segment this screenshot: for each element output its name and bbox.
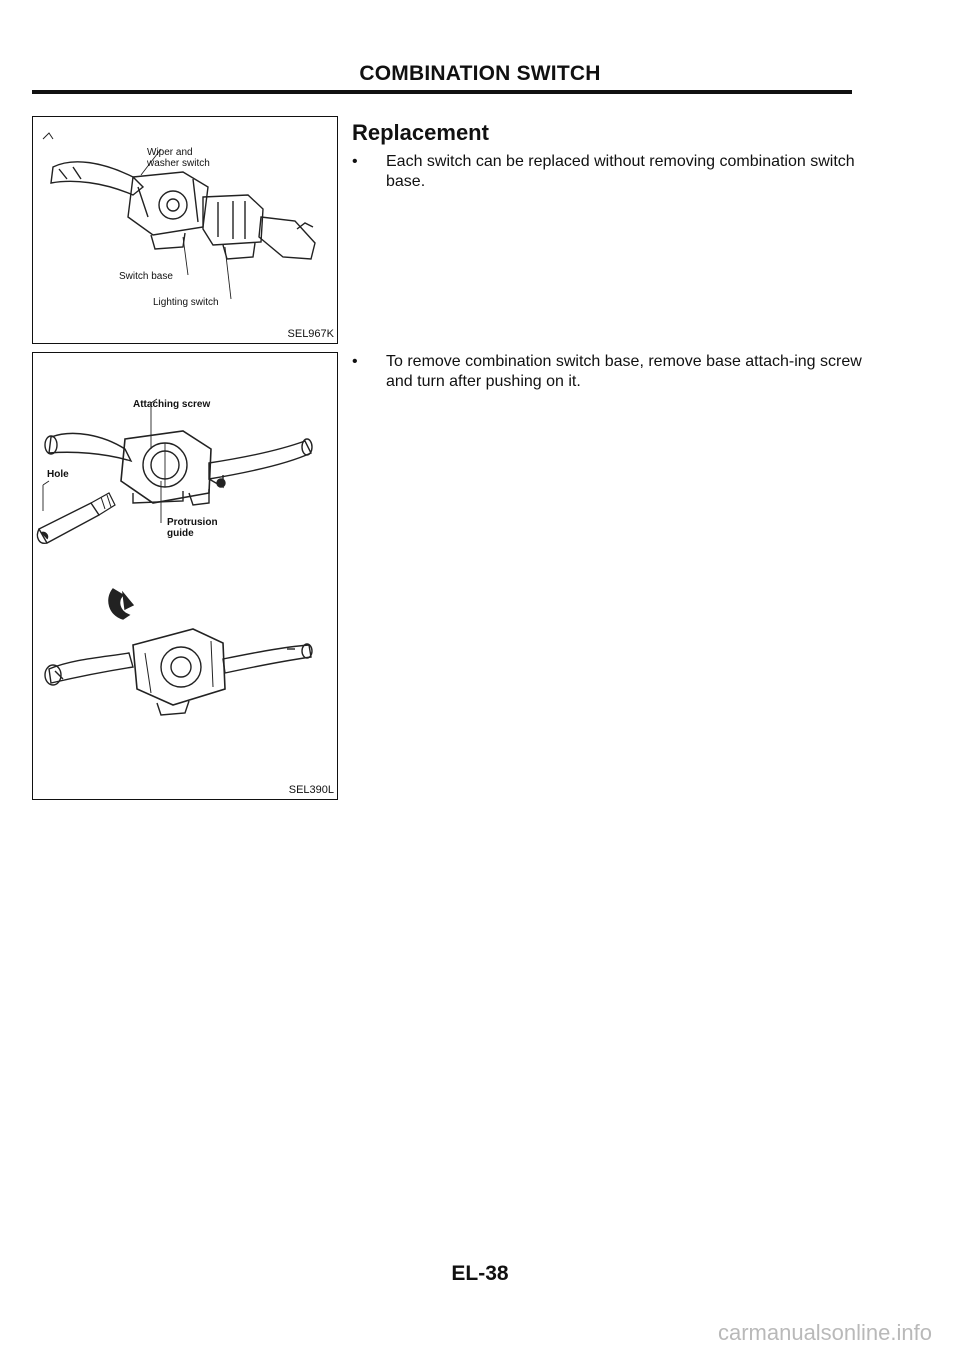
bullet-text: Each switch can be replaced without removing combination switch base.	[386, 153, 855, 190]
figure-code: SEL967K	[287, 328, 334, 340]
label-attaching-screw: Attaching screw	[133, 399, 211, 410]
figure-code: SEL390L	[288, 784, 334, 796]
bullet-icon: •	[352, 153, 358, 170]
bullet-icon: •	[352, 353, 358, 370]
label-hole: Hole	[47, 469, 69, 480]
base-removal-illustration	[33, 353, 337, 799]
page-number: EL-38	[451, 1262, 509, 1285]
label-lighting-switch: Lighting switch	[153, 297, 219, 308]
section-title: Replacement	[352, 120, 489, 145]
watermark: carmanualsonline.info	[717, 1320, 932, 1345]
bullet-text: To remove combination switch base, remove base attach-ing screw and turn after pushing on it.	[386, 353, 862, 390]
list-item	[352, 152, 862, 196]
figure-base-removal	[32, 352, 338, 800]
label-switch-base: Switch base	[119, 271, 173, 282]
list-item	[352, 352, 862, 396]
page-title: COMBINATION SWITCH	[359, 62, 601, 85]
header-rule	[32, 90, 852, 94]
label-protrusion-guide: Protrusion guide	[167, 517, 218, 539]
figure-switch-assembly	[32, 116, 338, 344]
label-wiper-washer-switch: Wiper and washer switch	[147, 147, 210, 169]
